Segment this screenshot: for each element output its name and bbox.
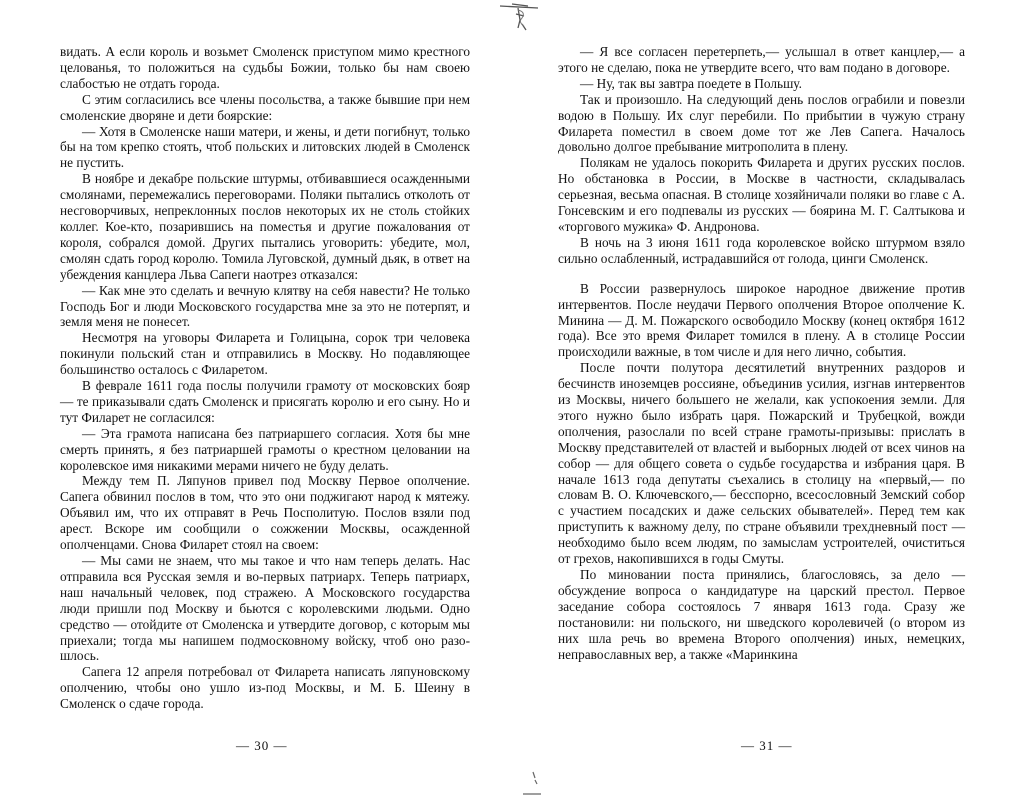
left-paragraph-1: видать. А если король и возьмет Смоленск приступом мимо крестного целованья, то положиться на судьбы Божии, только бы нам своею слабостью не отдать города. xyxy=(60,44,470,91)
binding-smudge xyxy=(498,0,542,36)
right-paragraph-8: По миновании поста принялись, благословясь, за дело — обсуждение вопроса о кандидатуре на царский престол. Первое заседание собора состоялось 7 января 1613 года. Сразу же постановили: ни польского, ни шведского королевичей (о втором из них шла речь во времена Второго ополчения) иных, немецких, неправославных вер, а также «Маринкина xyxy=(558,567,965,662)
right-paragraph-3: Так и произошло. На следующий день послов ограбили и повезли водою в Польшу. Их слуг перебили. По прибытии в чужую страну Филарета поместил в своем доме тот же Лев Сапега. Началось довольно долгое пребывание митрополита в плену. xyxy=(558,91,965,155)
right-page-number: — 31 — xyxy=(741,738,793,753)
left-paragraph-3: — Хотя в Смоленске наши матери, и жены, и дети погибнут, только бы на том крепко стоять, чтоб польских и литовских людей в Смоленск не пустить. xyxy=(60,123,470,171)
right-paragraph-2: — Ну, так вы завтра поедете в Польшу. xyxy=(580,75,802,91)
left-paragraph-4: В ноябре и декабре польские штурмы, отбивавшиеся осажденными смолянами, перемежались переговорами. Поляки пытались отколоть от несговорчивых, непреклонных послов некоторых их не столь стойких коллег. Кое-кто, позарившись на поместья и другие пожалования от короля, собрался домой. Других пытались уговорить: убедите, мол, смолян сдать город королю. Томила Луговской, думный дьяк, в ответ на убеждения канцлера Льва Сапеги наотрез отказался: xyxy=(60,171,470,282)
left-paragraph-8: — Эта грамота написана без патриаршего согласия. Хотя бы мне смерть принять, я без патриаршей грамоты о крестном целовании на королевское имя никакими мерами ничего не буду делать. xyxy=(60,425,470,473)
left-paragraph-10: — Мы сами не знаем, что мы такое и что нам теперь делать. Нас отправила вся Русская земля и во-первых патриарх. Теперь патриарх, наш начальный человек, под стражею. А Московского государства люди пришли под Москву и бьются с королевскими людьми. Одно средство — отойдите от Смоленска и утвердите договор, с которым мы приехали; тогда мы напишем подмосковному войску, чтоб оно разошлось. xyxy=(60,553,470,664)
right-paragraph-5: В ночь на 3 июня 1611 года королевское войско штурмом взяло сильно ослабленный, истрадавшийся от голода, цинги Смоленск. xyxy=(558,234,965,266)
right-page xyxy=(558,44,965,662)
left-paragraph-6: Несмотря на уговоры Филарета и Голицына, сорок три человека покинули польский стан и отправились в Москву. Но подавляющее большинство осталось с Филаретом. xyxy=(60,330,470,378)
left-paragraph-2: С этим согласились все члены посольства, а также бывшие при нем смоленские дворяне и дети боярские: xyxy=(60,91,470,123)
right-paragraph-6: В России развернулось широкое народное движение против интервентов. После неудачи Первого ополчения Второе ополчение К. Минина — Д. М. Пожарского освободило Москву (конец октября 1612 года). Все это время Филарет томился в плену. А в столице России происходили важные, в том числе и для него лично, события. xyxy=(558,280,965,360)
right-paragraph-1: — Я все согласен перетерпеть,— услышал в ответ канцлер,— а этого не сделаю, пока не утвердите всего, что вам подано в договоре. xyxy=(558,44,965,75)
binding-smudge-bottom xyxy=(515,770,545,798)
left-paragraph-9: Между тем П. Ляпунов привел под Москву Первое ополчение. Сапега обвинил послов в том, что это они поджигают народ к мятежу. Объявил им, что их отправят в Речь Посполитую. Послов взяли под арест. Вскоре им сообщили о сожжении Москвы, осажденной ополченцами. Снова Филарет стоял на своем: xyxy=(60,473,470,553)
left-paragraph-7: В феврале 1611 года послы получили грамоту от московских бояр — те приказывали сдать Смоленск и присягать королю и его сыну. Но и тут Филарет не согласился: xyxy=(60,378,470,425)
left-paragraph-11: Сапега 12 апреля потребовал от Филарета написать ляпуновскому ополчению, чтобы оно ушло из-под Москвы, и М. Б. Шеину в Смоленск о сдаче города. xyxy=(60,664,470,712)
right-paragraph-4: Полякам не удалось покорить Филарета и других русских послов. Но обстановка в России, в Москве в частности, складывалась серьезная, весьма опасная. В столице хозяйничали поляки во главе с А. Гонсевским и его подпевалы из русских — боярина М. Г. Салтыкова и «торгового мужика» Ф. Андронова. xyxy=(558,155,965,234)
left-page xyxy=(60,44,470,712)
left-paragraph-5: — Как мне это сделать и вечную клятву на себя навести? Не только Господь Бог и люди Московского государства мне за это не потерпят, и земля меня не понесет. xyxy=(60,282,470,330)
right-paragraph-7: После почти полутора десятилетий внутренних раздоров и бесчинств иноземцев россияне, объединив усилия, изгнав интервентов из Москвы, ничего большего не желали, как успокоения земли. Для этого нужно было избрать царя. Пожарский и Трубецкой, вожди ополчения, разослали по всей стране грамоты-призывы: прислать в Москву представителей от властей и выборных людей от всех чинов на собор — для общего совета о судьбе государства и избрания царя. В начале 1613 года депутаты съехались в столицу на «первый,— по словам В. О. Ключевского,— бесспорно, всесословный Земский собор с участием посадских и даже сельских обывателей». Перед тем как приступить к важному делу, по стране объявили трехдневный пост — необходимо было всем людям, по замыслам устроителей, очиститься от грехов, накопившихся в годы Смуты. xyxy=(558,360,965,567)
left-page-number: — 30 — xyxy=(236,738,288,753)
